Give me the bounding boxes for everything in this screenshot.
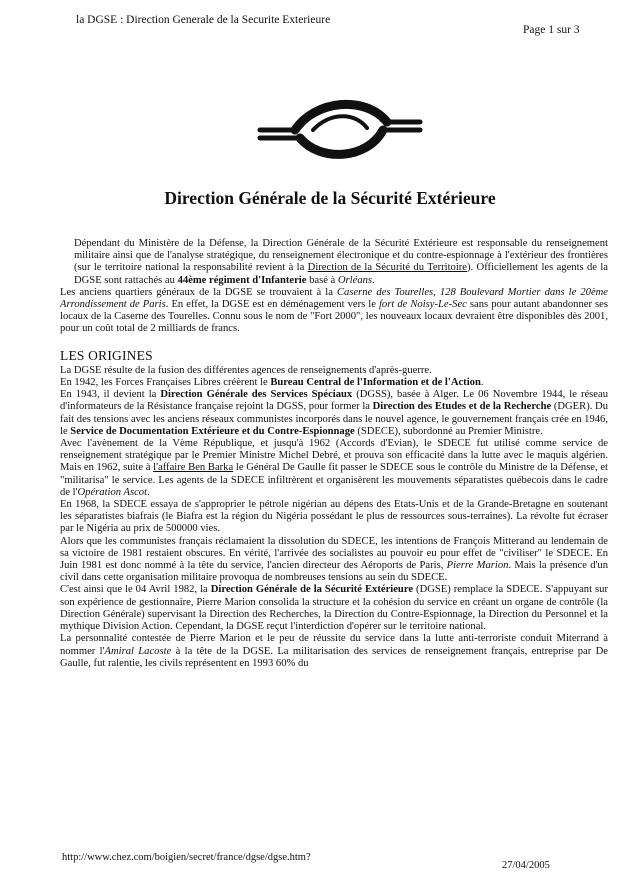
origins-paragraph: En 1943, il devient la Direction Générale des Services Spéciaux (DGSS), basée à Alger. Le 06 Novembre 1944, le réseau d'informateurs de la Résistance française rejoint la DGSS, pour former la Direction des Etudes et de la Recherche (DGER). Du fait des tensions avec les anciens réseaux communistes incorporés dans le nouvel agence, le gouvernement français crée en 1946, le Service de Documentation Extérieure et du Contre-Espionnage (SDECE), subordonné au Premier Ministre.: [60, 389, 609, 437]
origins-paragraph: La DGSE résulte de la fusion des différentes agences de renseignements d'après-guerre.: [60, 364, 432, 376]
section-title: LES ORIGINES: [60, 347, 153, 363]
ben-barka-link[interactable]: l'affaire Ben Barka: [153, 462, 234, 474]
document-body: [60, 238, 608, 670]
header-title: la DGSE : Direction Generale de la Securite Exterieure: [76, 14, 331, 26]
intro-paragraph: Dépendant du Ministère de la Défense, la Direction Générale de la Sécurité Extérieure est responsable du renseignement militaire ainsi que de l'analyse stratégique, du renseignement électronique et du contre-espionnage à l'extérieur des frontières (sur le territoire national la responsabilité revient à la Direction de la Sécurité du Territoire). Officiellement les agents de la DGSE sont rattachés au 44ème régiment d'Infanterie basé à Orléans.: [74, 238, 608, 286]
origins-paragraph: C'est ainsi que le 04 Avril 1982, la Direction Générale de la Sécurité Extérieure (DGSE) remplace la SDECE. S'appuyant sur son expérience de gestionnaire, Pierre Marion consolida la structure et la cohésion du service en créant un organe de contrôle (la Direction Générale) supervisant la Direction des Recherches, la Direction du Contre-Espionnage, la Direction du Personnel et la mythique Division Action. Cependant, la DGSE reçut l'interdiction d'opérer sur le territoire national.: [60, 584, 608, 633]
document-title: Direction Générale de la Sécurité Extérieure: [164, 188, 496, 208]
dgse-logo-icon: [255, 90, 425, 168]
origins-paragraph: La personnalité contestée de Pierre Marion et le peu de réussite du service dans la lutte anti-terroriste conduit Miterrand à nommer l'Amiral Lacoste à la tête de la DGSE. La militarisation des services de renseignement français, entreprise par De Gaulle, fut ralentie, les civils représentent en 1993 60% du: [60, 633, 608, 669]
origins-paragraph: En 1942, les Forces Françaises Libres créèrent le Bureau Central de l'Information et de l'Action.: [60, 377, 484, 389]
footer-date: 27/04/2005: [502, 860, 550, 871]
dst-link[interactable]: Direction de la Sécurité du Territoire: [307, 262, 468, 274]
origins-paragraph: Alors que les communistes français réclamaient la dissolution du SDECE, les intentions de François Mitterand au lendemain de sa victoire de 1981 restaient obscures. En vérité, l'arrivée des socialistes au pouvoir eu pour effet de "civiliser" le SDECE. En Juin 1981 est donc nommé à la tête du service, l'ancien directeur des Aéroports de Paris, Pierre Marion. Mais la présence d'un civil dans cette organisation militaire provoqua de nombreuses tensions au sein du SDECE.: [60, 535, 609, 584]
page-indicator: Page 1 sur 3: [523, 24, 580, 36]
origins-paragraph: Avec l'avènement de la Vème République, et jusqu'à 1962 (Accords d'Evian), le SDECE fut utilisé comme service de renseignement stratégique par le Premier Ministre Michel Debré, et prouva son efficacité dans la lutte avec le maquis algérien. Mais en 1962, suite à l'affaire Ben Barka le Général De Gaulle fit passer le SDECE sous le contrôle du Ministre de la Défense, et "militarisa" le service. Les agents de la SDECE infiltrèrent et organisèrent les mouvements séparatistes québecois dans le cadre de l'Opération Ascot.: [60, 438, 608, 498]
origins-paragraph: En 1968, la SDECE essaya de s'approprier le pétrole nigérian au dépens des Etats-Unis et de la Grande-Bretagne en soutenant les séparatistes biafrais (le Biafra est la région du Nigéria possédant le plus de ressources sous-terraines). La révolte fut écraser par le Nigéria au prix de 500000 vies.: [60, 499, 608, 535]
headquarters-paragraph: Les anciens quartiers généraux de la DGSE se trouvaient à la Caserne des Tourelles, 128 Boulevard Mortier dans le 20ème Arrondissement de Paris. En effet, la DGSE est en déménagement vers le fort de Noisy-Le-Sec sans pour autant abandonner ses locaux de la Caserne des Tourelles. Connu sous le nom de "Fort 2000", les nouveaux locaux devraient être disponibles dès 2001, pour un coût total de 2 milliards de francs.: [60, 286, 608, 335]
footer-url: http://www.chez.com/boigien/secret/france/dgse/dgse.htm?: [62, 852, 311, 863]
